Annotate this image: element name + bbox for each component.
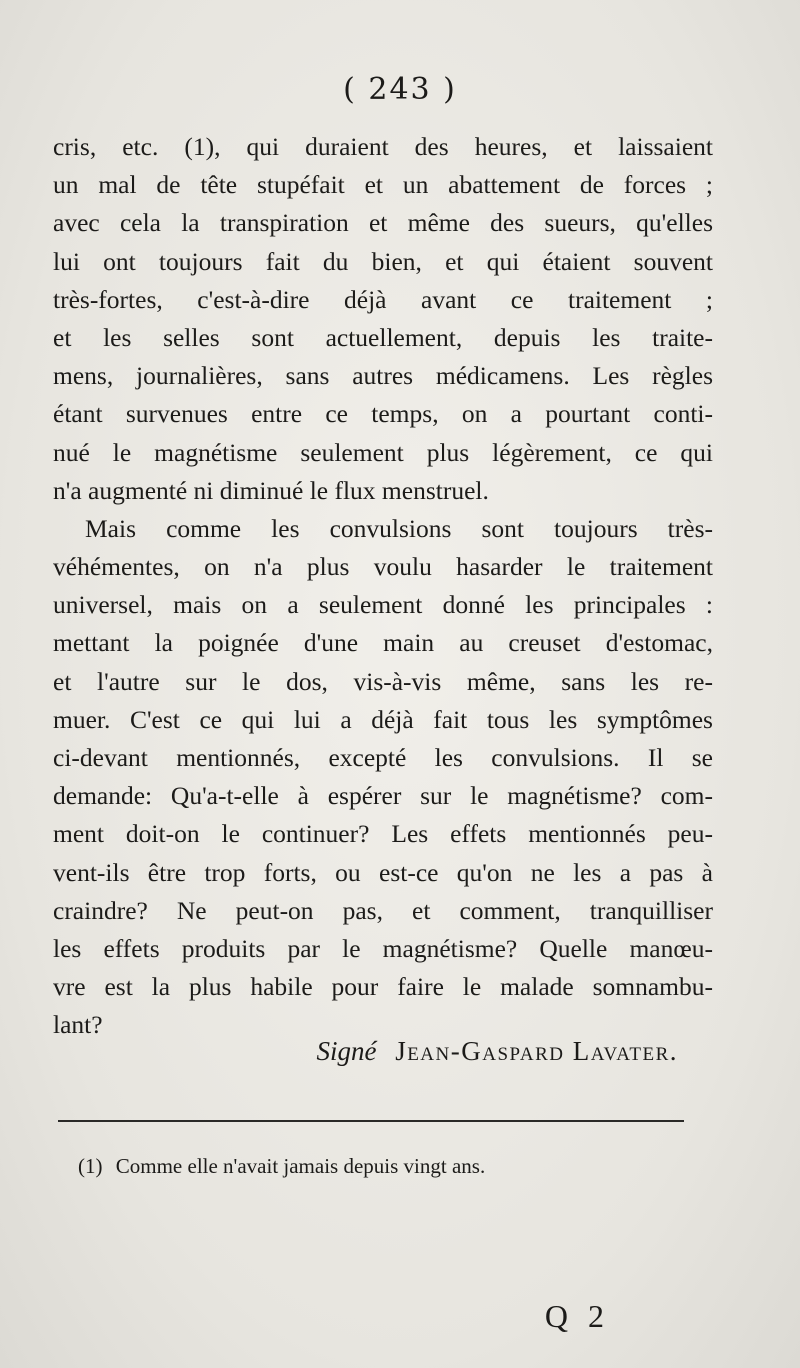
body-text: [53, 128, 713, 1045]
text-line: véhémentes, on n'a plus voulu hasarder le traitement: [53, 552, 713, 582]
signature-label: Signé: [316, 1036, 377, 1066]
paragraph-start-line: Mais comme les convulsions sont toujours très-: [85, 513, 713, 543]
text-line: craindre? Ne peut-on pas, et comment, tranquilliser: [53, 895, 713, 925]
text-line: mens, journalières, sans autres médicamens. Les règles: [53, 361, 713, 391]
text-line: cris, etc. (1), qui duraient des heures, et laissaient: [53, 132, 713, 161]
text-line: et l'autre sur le dos, vis-à-vis même, sans les re-: [53, 666, 713, 696]
text-line: universel, mais on a seulement donné les principales :: [53, 590, 713, 620]
text-line: vre est la plus habile pour faire le malade somnambu-: [53, 972, 713, 1002]
text-line: ci-devant mentionnés, excepté les convulsions. Il se: [53, 743, 713, 772]
text-line: les effets produits par le magnétisme? Quelle manœu-: [53, 933, 713, 963]
text-line: demande: Qu'a-t-elle à espérer sur le magnétisme? com-: [53, 781, 713, 811]
signature-name: Jean-Gaspard Lavater.: [395, 1036, 678, 1066]
footnote-divider: [58, 1120, 684, 1122]
text-line: lant?: [53, 1010, 103, 1040]
text-line: très-fortes, c'est-à-dire déjà avant ce traitement ;: [53, 284, 713, 314]
footnote-marker: (1): [78, 1154, 103, 1178]
text-line: un mal de tête stupéfait et un abattement de forces ;: [53, 170, 713, 200]
text-line: nué le magnétisme seulement plus légèrement, ce qui: [53, 437, 713, 467]
text-line: et les selles sont actuellement, depuis les traite-: [53, 322, 713, 352]
footnote: [78, 1154, 485, 1179]
printer-signature-mark: Q 2: [544, 1298, 610, 1334]
text-line: mettant la poignée d'une main au creuset d'estomac,: [53, 628, 713, 658]
text-line: avec cela la transpiration et même des sueurs, qu'elles: [53, 208, 713, 238]
text-line: vent-ils être trop forts, ou est-ce qu'on ne les a pas à: [53, 857, 713, 887]
page-number: ( 243 ): [343, 72, 457, 107]
text-line: n'a augmenté ni diminué le flux menstruel.: [53, 475, 489, 505]
text-line: lui ont toujours fait du bien, et qui étaient souvent: [53, 246, 713, 276]
text-line: muer. C'est ce qui lui a déjà fait tous les symptômes: [53, 704, 713, 734]
text-line: étant survenues entre ce temps, on a pourtant conti-: [53, 399, 713, 429]
text-line: ment doit-on le continuer? Les effets mentionnés peu-: [53, 819, 713, 849]
footnote-text: Comme elle n'avait jamais depuis vingt ans.: [115, 1154, 486, 1178]
signature: [316, 1036, 678, 1067]
